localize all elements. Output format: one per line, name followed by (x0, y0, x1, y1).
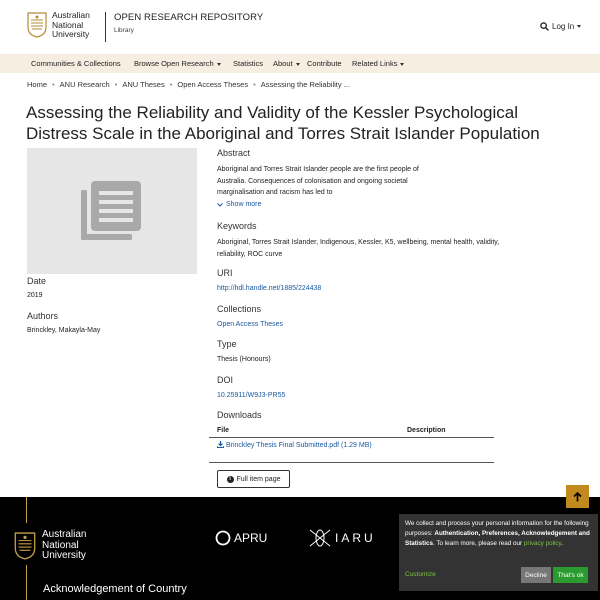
breadcrumb-anu-research[interactable]: ANU Research (59, 80, 110, 89)
uri-link[interactable]: http://hdl.handle.net/1885/224438 (217, 285, 322, 292)
thumbnail-placeholder (27, 148, 197, 274)
iaru-logo[interactable] (309, 529, 376, 547)
logo-line: University (42, 550, 86, 561)
logo-divider (105, 12, 106, 42)
downloads-label: Downloads (217, 410, 262, 420)
cookie-text-intro: We collect and process your personal information for the following purposes: (405, 520, 589, 538)
logo-line: National (42, 539, 79, 551)
description-column-header: Description (407, 427, 446, 434)
nav-label: Contribute (307, 59, 342, 68)
nav-browse-open-research[interactable] (134, 59, 221, 68)
authors-value: Brinckley, Makayla-May (27, 327, 101, 334)
collections-label: Collections (217, 304, 262, 314)
date-value: 2019 (27, 292, 43, 299)
privacy-policy-link[interactable]: privacy policy (523, 540, 562, 548)
footer-gold-line (26, 497, 27, 523)
repository-subtitle: Library (114, 27, 134, 34)
iaru-text: IARU (335, 531, 376, 545)
download-file-name: Brinckley Thesis Final Submitted.pdf (1.29 MB) (225, 442, 372, 449)
iaru-mark-icon (309, 529, 331, 547)
login-label: Log In (552, 22, 575, 31)
nav-statistics[interactable] (233, 59, 263, 68)
logo-line: Australian (42, 529, 87, 540)
chevron-down-icon (296, 63, 300, 66)
type-label: Type (217, 339, 237, 349)
info-icon: i (227, 476, 234, 483)
cookie-message (405, 519, 593, 550)
breadcrumb (27, 80, 350, 89)
nav-label: Browse Open Research (134, 59, 214, 68)
nav-label: Communities & Collections (31, 59, 121, 68)
back-to-top-button[interactable] (566, 485, 589, 508)
apru-ring-icon (215, 530, 231, 546)
page-title: Assessing the Reliability and Validity of the Kessler Psychological Distress Scale in the Aboriginal and Torres Strait Islander Population (26, 103, 540, 143)
table-header (209, 426, 494, 438)
keywords-text: Aboriginal, Torres Strait Islander, Indigenous, Kessler, K5, wellbeing, mental health, validity, reliability, ROC curve (217, 239, 500, 258)
anu-logo[interactable] (27, 11, 90, 40)
abstract-text: Aboriginal and Torres Strait Islander people are the first people of Australia. Consequences of colonisation and ongoing societal marginalisation and racism has led to (217, 166, 419, 196)
apru-logo[interactable] (215, 530, 267, 546)
download-file-link[interactable] (217, 440, 392, 452)
breadcrumb-separator: • (253, 80, 256, 89)
anu-crest-icon (14, 532, 36, 560)
nav-label: Related Links (352, 59, 398, 68)
nav-about[interactable] (273, 59, 300, 68)
chevron-down-icon (217, 63, 221, 66)
main-nav (0, 54, 600, 73)
table-row (209, 438, 494, 463)
logo-line: University (52, 29, 90, 39)
authors-label: Authors (27, 311, 59, 321)
nav-communities-collections[interactable] (31, 59, 121, 68)
chevron-down-icon (217, 203, 223, 207)
accept-cookies-button[interactable]: That's ok (553, 567, 588, 583)
footer-logo-text (42, 530, 86, 562)
breadcrumb-anu-theses[interactable]: ANU Theses (122, 80, 165, 89)
search-icon[interactable] (540, 22, 549, 31)
breadcrumb-home[interactable]: Home (27, 80, 48, 89)
doi-link[interactable]: 10.25911/W9J3-PR55 (217, 392, 286, 399)
breadcrumb-current: Assessing the Reliability ... (260, 80, 350, 89)
login-button[interactable] (540, 22, 581, 31)
footer-anu-logo[interactable] (14, 530, 86, 562)
nav-label: About (273, 59, 293, 68)
chevron-down-icon (400, 63, 404, 66)
abstract-label: Abstract (217, 148, 251, 158)
nav-label: Statistics (233, 59, 264, 68)
cookie-purposes: Authentication, Preferences, Acknowledgement and Statistics (405, 530, 590, 548)
file-column-header: File (217, 427, 230, 434)
apru-text: APRU (234, 531, 268, 545)
footer-gold-line (26, 565, 27, 600)
show-more-toggle[interactable] (217, 201, 261, 208)
full-item-page-button[interactable] (217, 470, 290, 488)
show-more-label: Show more (226, 201, 262, 208)
arrow-up-icon (573, 492, 582, 502)
repository-title[interactable]: OPEN RESEARCH REPOSITORY (114, 12, 264, 23)
site-header (0, 0, 600, 54)
downloads-table (209, 426, 494, 463)
date-label: Date (27, 276, 47, 286)
collection-link[interactable]: Open Access Theses (217, 321, 284, 328)
cookie-text-more: . To learn more, please read our (433, 540, 524, 548)
document-list-icon (81, 181, 141, 241)
breadcrumb-separator: • (169, 80, 173, 89)
cookie-text-end: . (561, 540, 563, 548)
nav-contribute[interactable] (307, 59, 342, 68)
anu-crest-icon (27, 12, 47, 38)
nav-related-links[interactable] (352, 59, 404, 68)
logo-line: Australian (52, 10, 90, 20)
customize-link[interactable]: Customize (405, 571, 436, 578)
full-item-page-label: Full item page (236, 475, 281, 483)
acknowledgement-heading: Acknowledgement of Country (43, 583, 187, 595)
breadcrumb-open-access-theses[interactable]: Open Access Theses (177, 80, 249, 89)
chevron-down-icon (577, 25, 581, 28)
keywords-label: Keywords (217, 221, 257, 231)
decline-button[interactable]: Decline (521, 567, 551, 583)
breadcrumb-separator: • (114, 80, 118, 89)
uri-label: URI (217, 268, 233, 278)
logo-line: National (52, 19, 84, 30)
download-icon (217, 441, 224, 448)
type-value: Thesis (Honours) (217, 356, 271, 363)
doi-label: DOI (217, 375, 234, 385)
logo-text (52, 11, 90, 40)
breadcrumb-separator: • (52, 80, 55, 89)
